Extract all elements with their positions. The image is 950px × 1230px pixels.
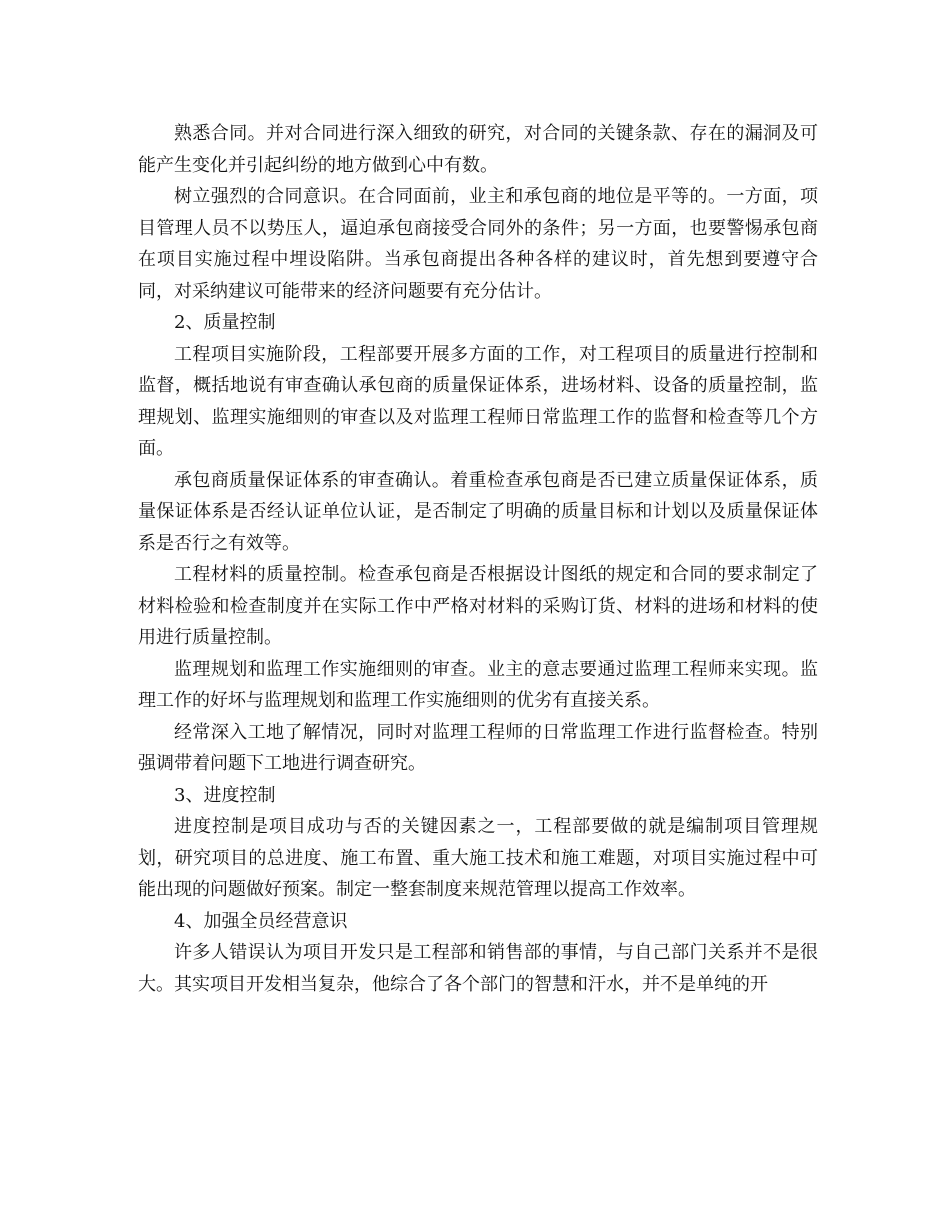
paragraph-contract-familiarity: 熟悉合同。并对合同进行深入细致的研究，对合同的关键条款、存在的漏洞及可能产生变化并引起纠纷的地方做到心中有数。 <box>138 123 818 176</box>
paragraph-site-inspection: 经常深入工地了解情况，同时对监理工程师的日常监理工作进行监督检查。特别强调带着问题下工地进行调查研究。 <box>138 721 818 774</box>
section-heading-business-awareness: 4、加强全员经营意识 <box>174 910 348 932</box>
paragraph-contract-awareness: 树立强烈的合同意识。在合同面前，业主和承包商的地位是平等的。一方面，项目管理人员不以势压人，逼迫承包商接受合同外的条件；另一方面，也要警惕承包商在项目实施过程中埋设陷阱。当承包商提出各种各样的建议时，首先想到要遵守合同，对采纳建议可能带来的经济问题要有充分估计。 <box>138 186 818 302</box>
paragraph-schedule-control: 进度控制是项目成功与否的关键因素之一，工程部要做的就是编制项目管理规划，研究项目的总进度、施工布置、重大施工技术和施工难题，对项目实施过程中可能出现的问题做好预案。制定一整套制度来规范管理以提高工作效率。 <box>138 816 818 900</box>
paragraph-quality-system-review: 承包商质量保证体系的审查确认。着重检查承包商是否已建立质量保证体系，质量保证体系是否经认证单位认证，是否制定了明确的质量目标和计划以及质量保证体系是否行之有效等。 <box>138 469 818 554</box>
document-body <box>138 118 818 1000</box>
paragraph-quality-overview: 工程项目实施阶段，工程部要开展多方面的工作，对工程项目的质量进行控制和监督，概括地说有审查确认承包商的质量保证体系，进场材料、设备的质量控制，监理规划、监理实施细则的审查以及对监理工程师日常监理工作的监督和检查等几个方面。 <box>138 343 818 459</box>
section-heading-quality-control: 2、质量控制 <box>174 312 276 333</box>
paragraph-supervision-plan-review: 监理规划和监理工作实施细则的审查。业主的意志要通过监理工程师来实现。监理工作的好坏与监理规划和监理工作实施细则的优劣有直接关系。 <box>138 658 818 711</box>
section-heading-schedule-control: 3、进度控制 <box>174 784 276 806</box>
paragraph-material-quality: 工程材料的质量控制。检查承包商是否根据设计图纸的规定和合同的要求制定了材料检验和检查制度并在实际工作中严格对材料的采购订货、材料的进场和材料的使用进行质量控制。 <box>138 564 818 648</box>
paragraph-business-awareness: 许多人错误认为项目开发只是工程部和销售部的事情，与自己部门关系并不是很大。其实项目开发相当复杂，他综合了各个部门的智慧和汗水，并不是单纯的开 <box>138 942 818 995</box>
